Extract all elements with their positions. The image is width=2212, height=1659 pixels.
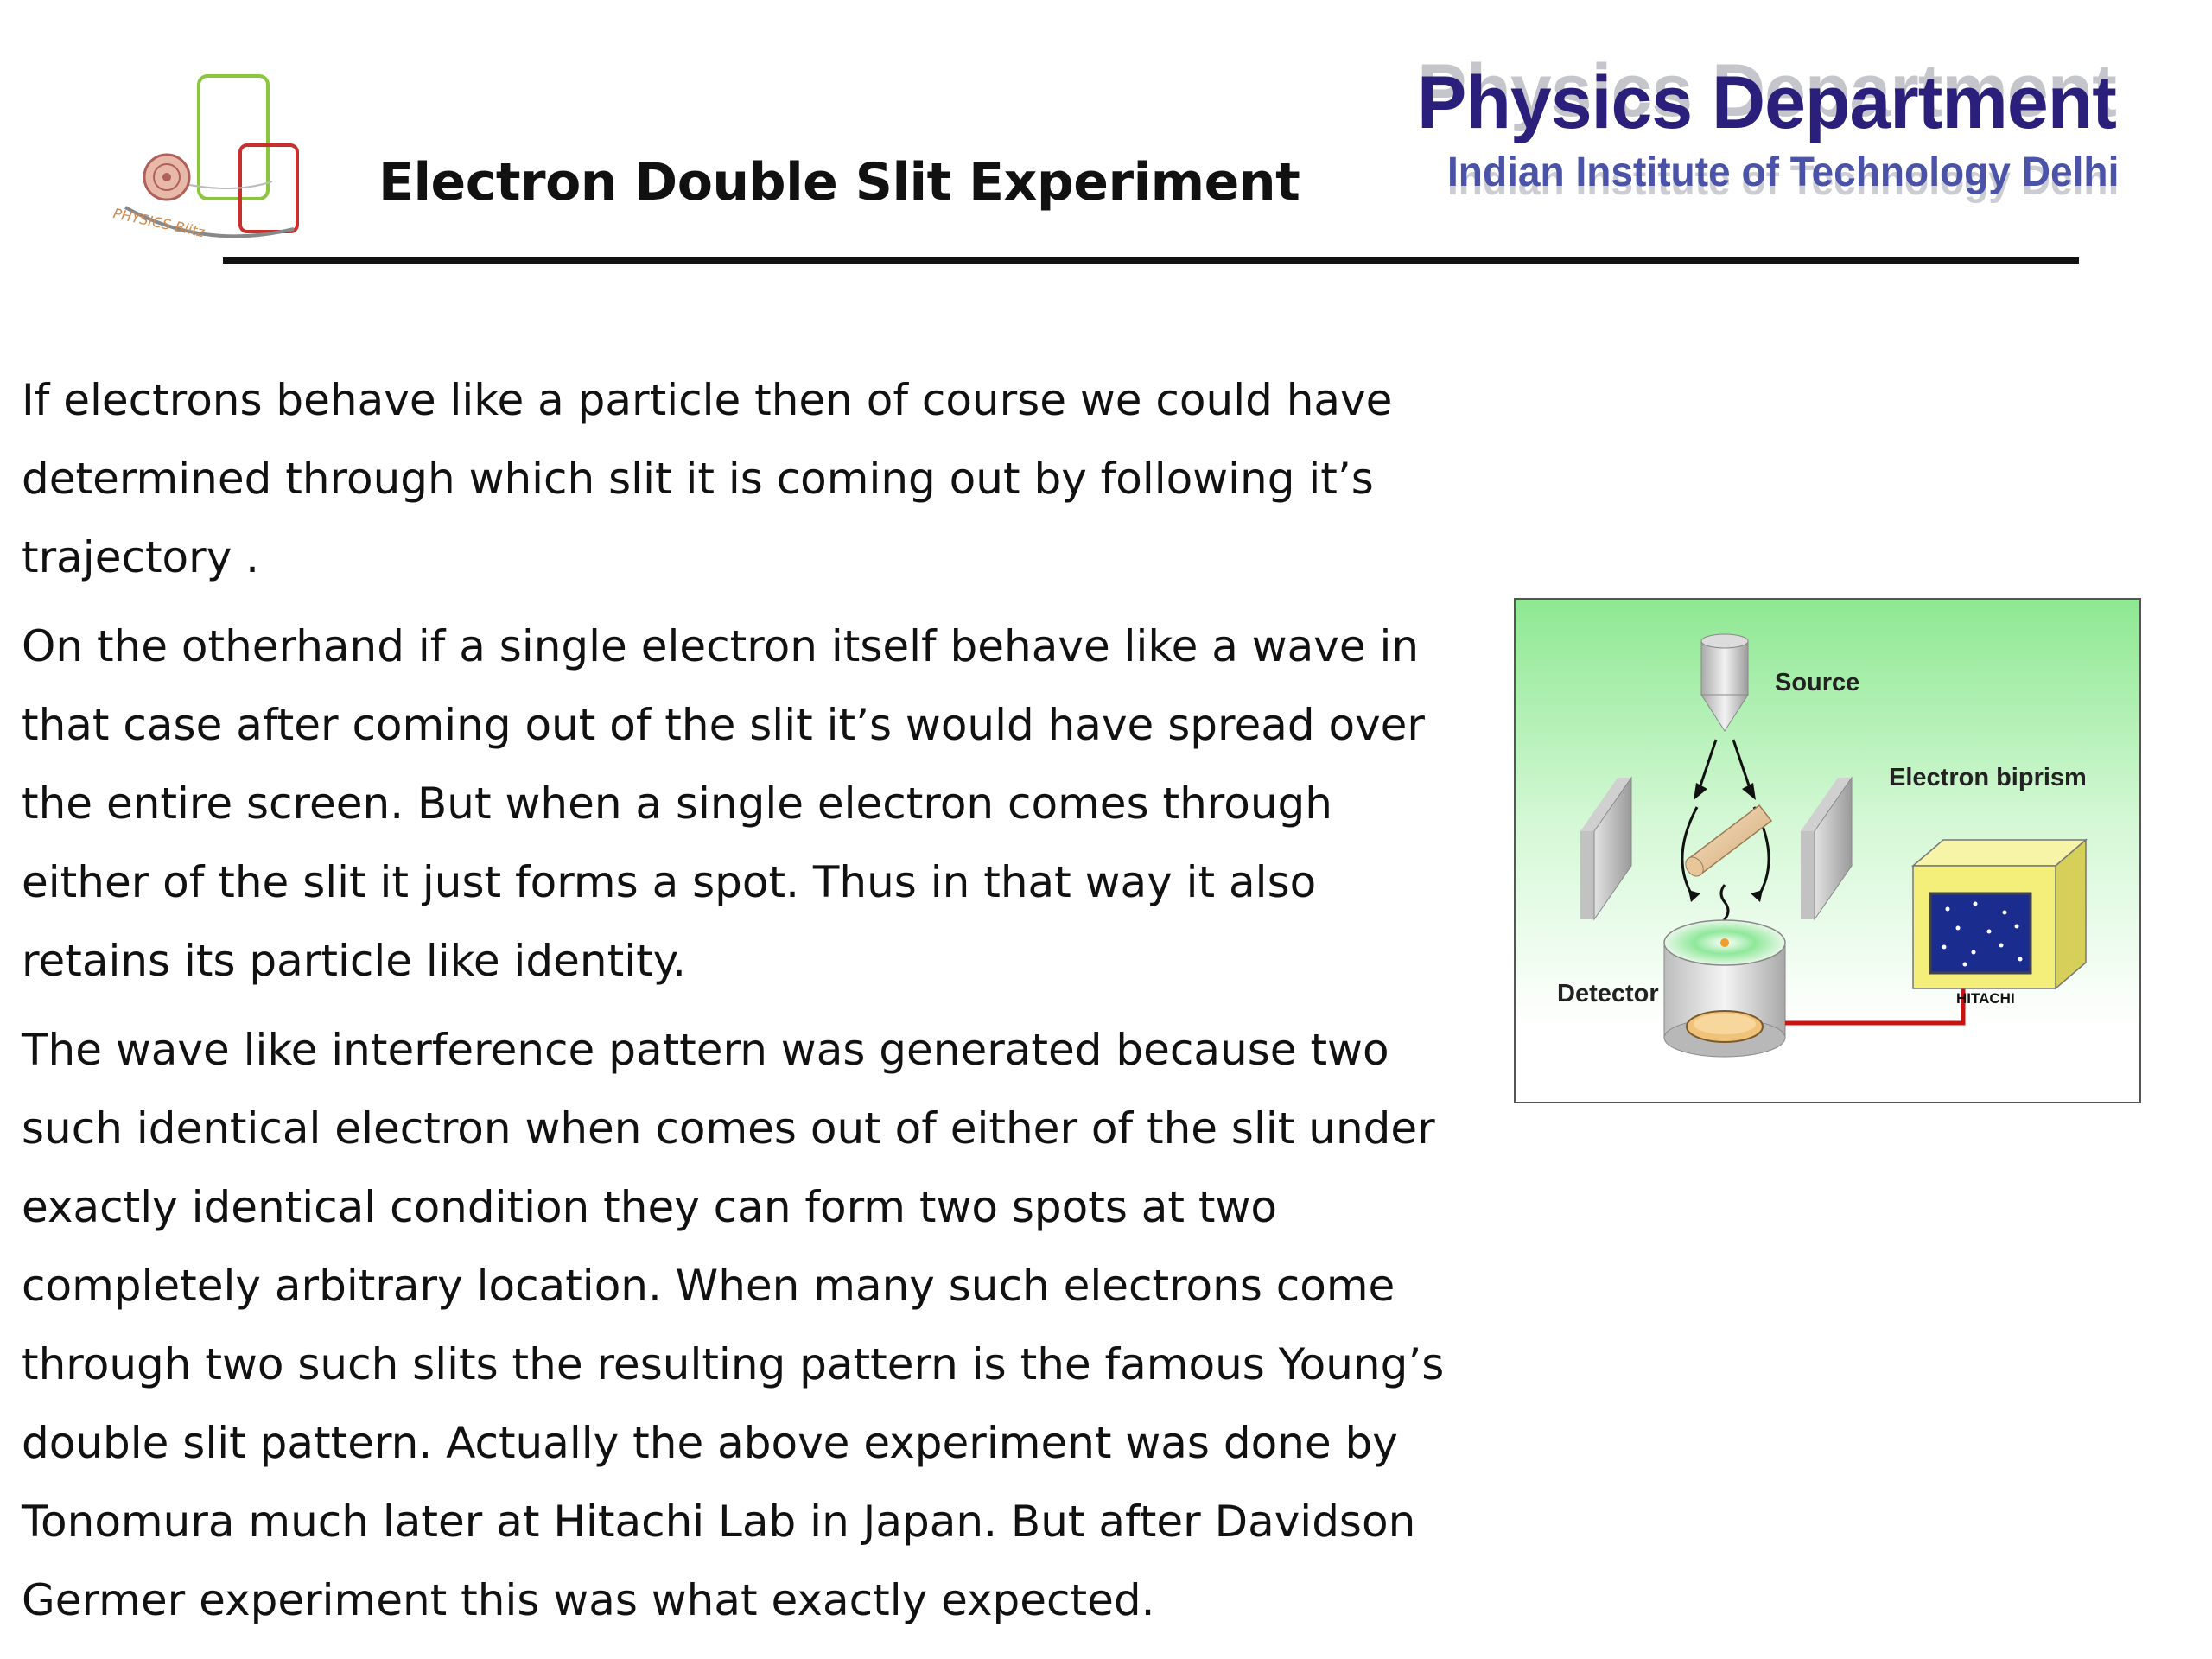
paragraph-2: On the otherhand if a single electron itself behave like a wave in that case after coming out of the slit it’s would have spread over the entire screen. But when a single electron comes through either of the slit it just forms a spot. Thus in that way it also retains its particle like identity. <box>22 621 1425 986</box>
slide-title: Electron Double Slit Experiment <box>378 152 1300 213</box>
body-text <box>22 361 1465 1650</box>
detector <box>1664 920 1785 1057</box>
hitachi-brand-label: HITACHI <box>1956 990 2015 1007</box>
paragraph-1: If electrons behave like a particle then of course we could have determined through which slit it is coming out by following it’s trajectory . <box>22 375 1393 582</box>
experiment-diagram <box>1514 598 2141 1103</box>
detector-label: Detector <box>1557 980 1659 1007</box>
right-plate <box>1801 778 1852 919</box>
header-divider <box>223 257 2079 264</box>
left-plate <box>1580 778 1631 919</box>
signal-cable <box>1785 984 1963 1023</box>
hitachi-monitor <box>1913 840 2086 988</box>
department-branding <box>1408 60 2126 225</box>
institute-name: Indian Institute of Technology Delhi <box>1447 149 2120 195</box>
department-name: Physics Department <box>1417 61 2116 144</box>
physics-blitz-logo <box>108 69 307 246</box>
biprism-rod <box>1682 805 1771 880</box>
logo-text: PHYSICS Blitz <box>111 205 207 241</box>
biprism-label: Electron biprism <box>1889 764 2087 791</box>
paragraph-3: The wave like interference pattern was generated because two such identical electron when comes out of either of the slit under exactly identical condition they can form two spots at two completely arbitrary location. When many such electrons come through two such slits the resulting pattern is the famous Young’s double slit pattern. Actually the above experiment was done by Tonomura much later at Hitachi Lab in Japan. But after Davidson Germer experiment this was what exactly expected. <box>22 1025 1445 1625</box>
source-label: Source <box>1775 669 1860 696</box>
electron-source <box>1701 634 1748 731</box>
